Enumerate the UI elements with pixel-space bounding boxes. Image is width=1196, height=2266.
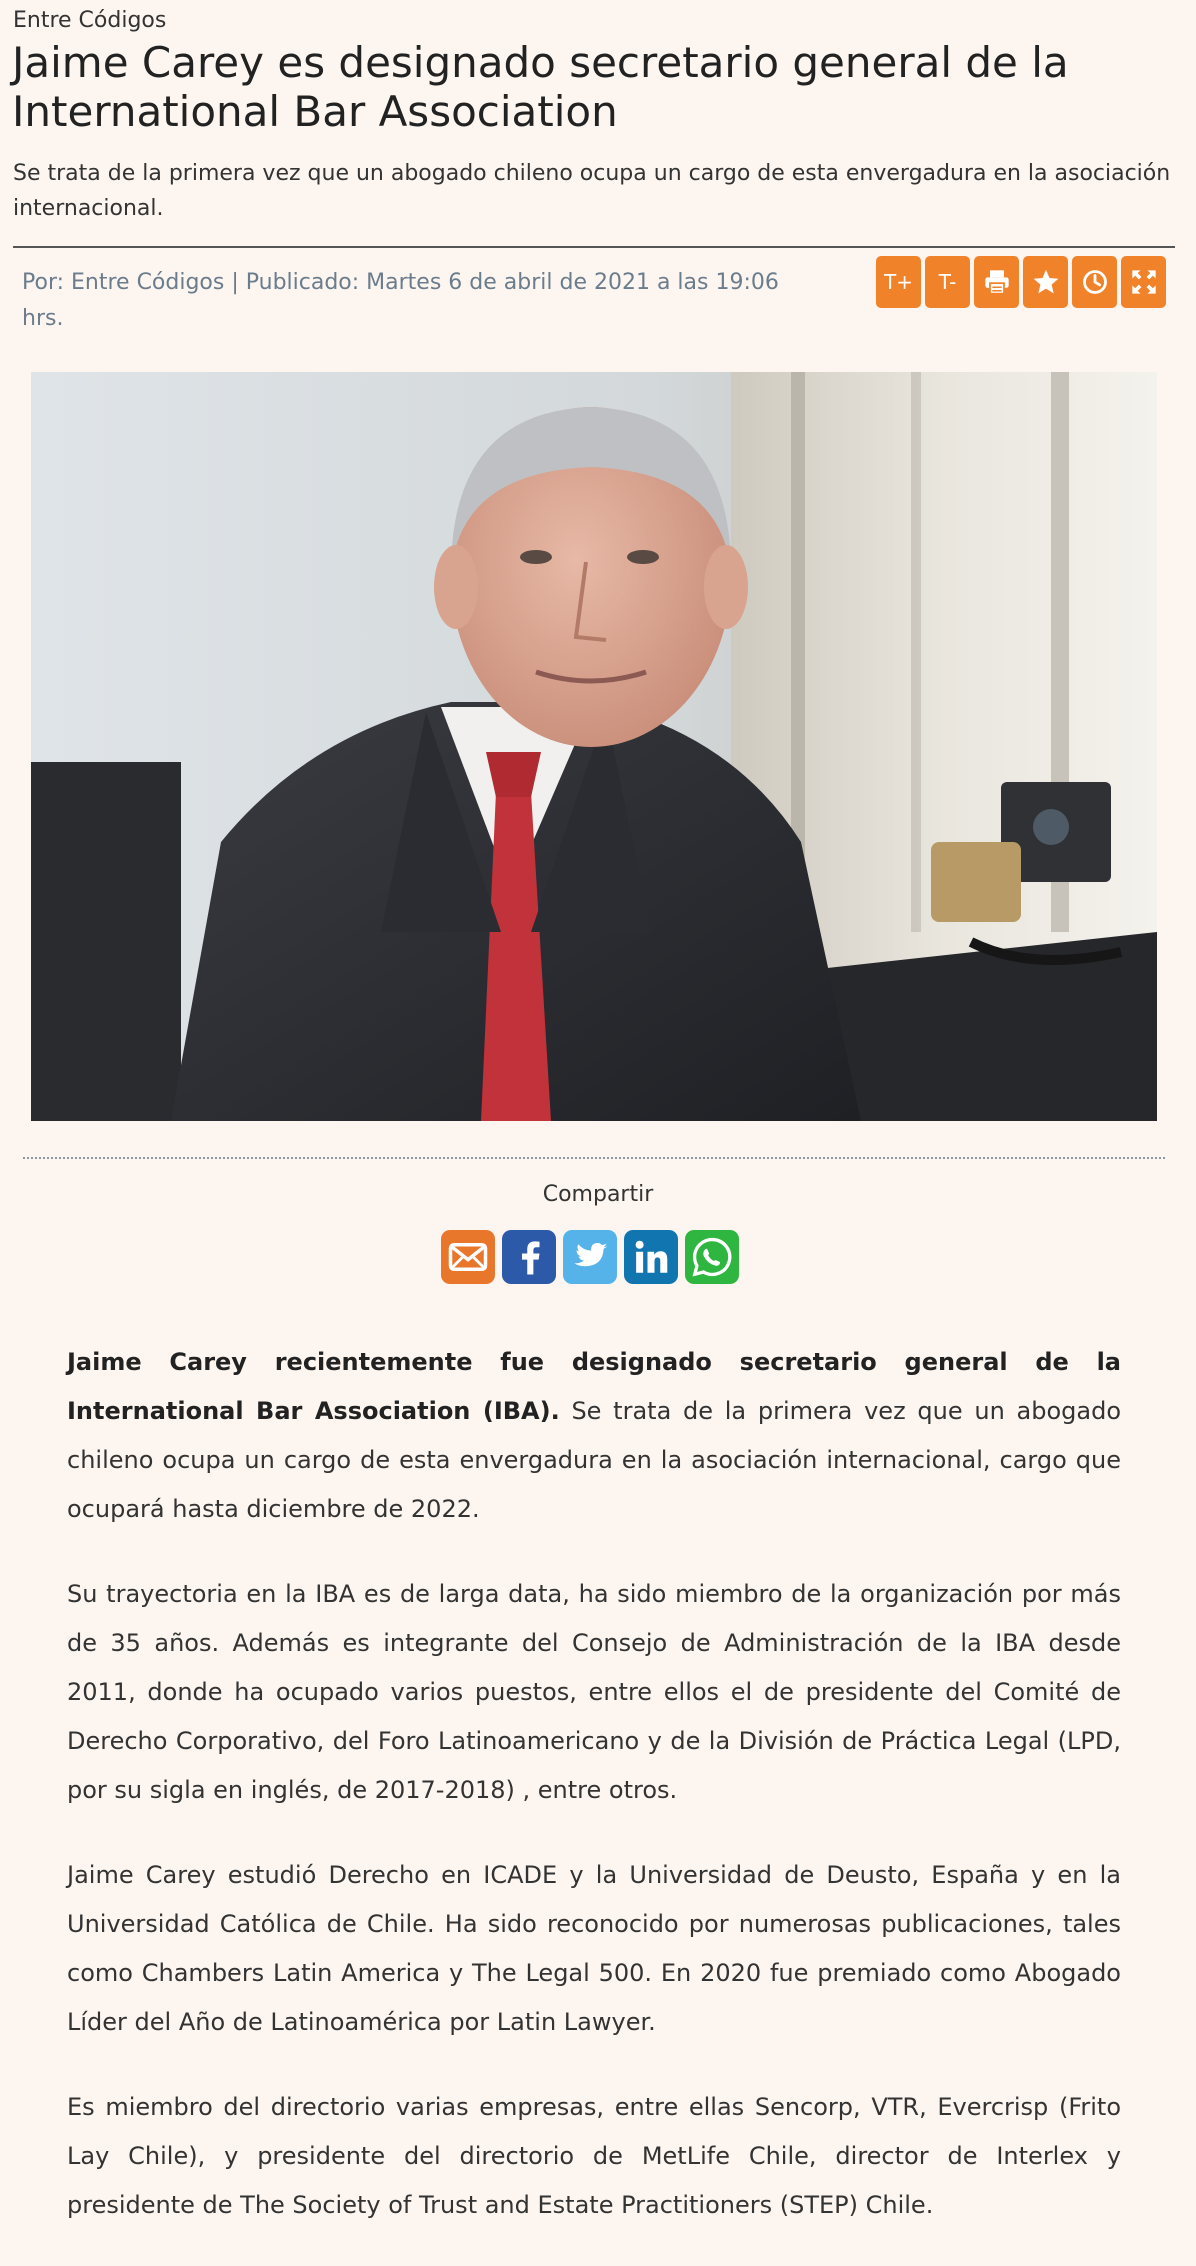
- article-paragraph-1-rest: Se trata de la primera vez que un abogado chileno ocupa un cargo de esta envergadura en la asociación internacional, cargo que ocupará hasta diciembre de 2022.: [67, 1397, 1121, 1523]
- article-photo: [31, 372, 1157, 1121]
- fullscreen-icon: [1130, 268, 1158, 296]
- share-twitter-button[interactable]: [563, 1230, 617, 1284]
- article-paragraph-1: [67, 1338, 1121, 1534]
- article-toolbar: [876, 256, 1166, 308]
- article-paragraph-2: Su trayectoria en la IBA es de larga data, ha sido miembro de la organización por más de 35 años. Además es integrante del Consejo de Administración de la IBA desde 2011, donde ha ocupado varios puestos, entre ellos el de presidente del Comité de Derecho Corporativo, del Foro Latinoamericano y de la División de Práctica Legal (LPD, por su sigla en inglés, de 2017-2018) , entre otros.: [67, 1580, 1121, 1804]
- article-body: [67, 1338, 1121, 2266]
- whatsapp-icon: [690, 1235, 734, 1279]
- article-paragraph-4: Es miembro del directorio varias empresas, entre ellas Sencorp, VTR, Evercrisp (Frito Lay Chile), y presidente del directorio de MetLife Chile, director de Interlex y presidente de The Society of Trust and Estate Practitioners (STEP) Chile.: [67, 2093, 1121, 2219]
- font-decrease-button[interactable]: T-: [925, 256, 970, 308]
- print-icon: [983, 268, 1011, 296]
- share-divider: [23, 1157, 1165, 1159]
- print-button[interactable]: [974, 256, 1019, 308]
- article-paragraph-1-lead: Jaime Carey recientemente fue designado secretario general de la International Bar Association (IBA).: [67, 1348, 1121, 1425]
- twitter-icon: [569, 1236, 611, 1278]
- section-label[interactable]: Entre Códigos: [13, 8, 167, 33]
- share-bar: [441, 1230, 739, 1284]
- fullscreen-button[interactable]: [1121, 256, 1166, 308]
- star-icon: [1032, 268, 1060, 296]
- byline: Por: Entre Códigos | Publicado: Martes 6 de abril de 2021 a las 19:06 hrs.: [22, 270, 779, 331]
- article-paragraph-3: Jaime Carey estudió Derecho en ICADE y la Universidad de Deusto, España y en la Universidad Católica de Chile. Ha sido reconocido por numerosas publicaciones, tales como Chambers Latin America y The Legal 500. En 2020 fue premiado como Abogado Líder del Año de Latinoamérica por Latin Lawyer.: [67, 1861, 1121, 2036]
- article-lead: Se trata de la primera vez que un abogado chileno ocupa un cargo de esta envergadura en la asociación internacional.: [13, 161, 1171, 221]
- article-headline: Jaime Carey es designado secretario general de la International Bar Association: [12, 38, 1069, 136]
- header-divider: [13, 246, 1175, 248]
- share-email-button[interactable]: [441, 1230, 495, 1284]
- facebook-icon: [508, 1236, 550, 1278]
- email-icon: [447, 1236, 489, 1278]
- history-button[interactable]: [1072, 256, 1117, 308]
- linkedin-icon: [630, 1236, 672, 1278]
- share-label: Compartir: [542, 1182, 654, 1207]
- share-whatsapp-button[interactable]: [685, 1230, 739, 1284]
- clock-icon: [1081, 268, 1109, 296]
- share-linkedin-button[interactable]: [624, 1230, 678, 1284]
- favorite-button[interactable]: [1023, 256, 1068, 308]
- share-facebook-button[interactable]: [502, 1230, 556, 1284]
- font-increase-button[interactable]: T+: [876, 256, 921, 308]
